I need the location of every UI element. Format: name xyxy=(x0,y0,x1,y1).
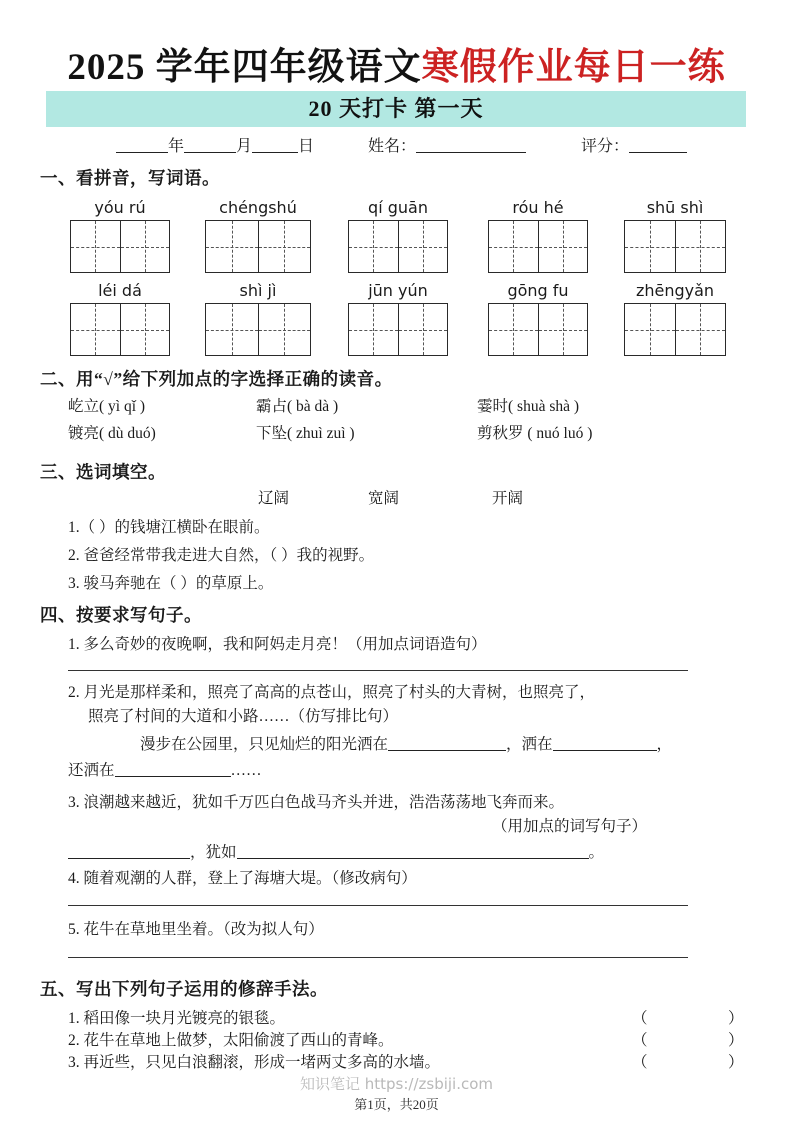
s4-q3-fill-end-text: 。 xyxy=(588,844,605,861)
s3-item-1[interactable]: 1.（ ）的钱塘江横卧在眼前。 xyxy=(68,519,270,536)
s5-answer-close-3[interactable]: ） xyxy=(728,1054,744,1071)
pinyin-1-4: róu hé xyxy=(512,198,564,217)
s4-q2-fill-row1 xyxy=(140,732,672,754)
s5-answer-open-3: （ xyxy=(632,1054,648,1071)
s2-item-2[interactable]: 霸占( bà dà ) xyxy=(256,398,339,415)
site-watermark: 知识笔记 https://zsbiji.com xyxy=(299,1075,494,1093)
s4-q3-blank-1[interactable] xyxy=(68,841,190,859)
score-input[interactable] xyxy=(629,135,687,153)
year-input[interactable] xyxy=(116,135,168,153)
s4-question-2-line2: 照亮了村间的大道和小路……（仿写排比句） xyxy=(88,708,399,725)
s4-q3-blank-2[interactable] xyxy=(237,841,589,859)
page-title xyxy=(0,36,793,90)
pinyin-2-5: zhēngyǎn xyxy=(635,281,715,300)
s5-item-3: 3. 再近些，只见白浪翻滚，形成一堵两丈多高的水墙。 xyxy=(68,1054,441,1071)
s4-q3-fill-row xyxy=(68,840,604,862)
s4-q2-fill-e-text: …… xyxy=(230,762,262,779)
s4-answer-line-4[interactable] xyxy=(68,905,688,906)
s4-question-1: 1. 多么奇妙的夜晚啊，我和阿妈走月亮！（用加点词语造句） xyxy=(68,636,487,653)
s4-question-3-hint: （用加点的词写句子） xyxy=(492,818,648,835)
day-banner xyxy=(46,91,746,127)
section-4-heading: 四、按要求写句子。 xyxy=(40,605,202,625)
tianzige-1-5[interactable] xyxy=(624,220,726,273)
s4-q2-blank-1[interactable] xyxy=(388,733,506,751)
pinyin-2-4: gōng fu xyxy=(507,281,569,300)
tianzige-2-1[interactable] xyxy=(70,303,170,356)
s4-question-5: 5. 花牛在草地里坐着。（改为拟人句） xyxy=(68,921,324,938)
name-input[interactable] xyxy=(416,135,526,153)
tianzige-2-4[interactable] xyxy=(488,303,588,356)
section-3-heading: 三、选词填空。 xyxy=(40,462,166,482)
s2-item-1[interactable]: 屹立( yì qǐ ) xyxy=(68,398,146,415)
tianzige-2-2[interactable] xyxy=(205,303,311,356)
day-label: 日 xyxy=(298,138,315,155)
pinyin-1-3: qí guān xyxy=(368,198,428,217)
word-bank-item-1: 辽阔 xyxy=(258,490,290,507)
s4-question-3-line1: 3. 浪潮越来越近，犹如千万匹白色战马齐头并进，浩浩荡荡地飞奔而来。 xyxy=(68,794,565,811)
s2-item-3[interactable]: 霎时( shuà shà ) xyxy=(477,398,580,415)
s5-item-2: 2. 花牛在草地上做梦，太阳偷渡了西山的青峰。 xyxy=(68,1032,394,1049)
tianzige-2-3[interactable] xyxy=(348,303,448,356)
s2-item-4[interactable]: 镀亮( dù duó) xyxy=(68,425,156,442)
s2-item-6[interactable]: 剪秋罗 ( nuó luó ) xyxy=(477,425,593,442)
s4-q2-fill-c-text: ， xyxy=(656,736,673,753)
name-label: 姓名： xyxy=(368,138,417,155)
tianzige-1-2[interactable] xyxy=(205,220,311,273)
pinyin-1-2: chéngshú xyxy=(219,198,297,217)
student-info-line xyxy=(46,133,746,157)
s5-answer-open-2: （ xyxy=(632,1032,648,1049)
pinyin-2-3: jūn yún xyxy=(368,281,428,300)
s4-q2-fill-a-text: 漫步在公园里，只见灿烂的阳光洒在 xyxy=(140,736,389,753)
s4-question-2-line1: 2. 月光是那样柔和，照亮了高高的点苍山，照亮了村头的大青树，也照亮了， xyxy=(68,684,596,701)
s4-answer-line-1[interactable] xyxy=(68,670,688,671)
s4-q2-fill-b-text: ，洒在 xyxy=(506,736,553,753)
page-title-black: 2025 学年四年级语文 xyxy=(67,47,422,88)
s3-item-2[interactable]: 2. 爸爸经常带我走进大自然，（ ）我的视野。 xyxy=(68,547,375,564)
tianzige-1-4[interactable] xyxy=(488,220,588,273)
section-1-heading: 一、看拼音，写词语。 xyxy=(40,168,220,188)
month-input[interactable] xyxy=(184,135,236,153)
s4-q2-fill-d-text: 还洒在 xyxy=(68,762,115,779)
section-5-heading: 五、写出下列句子运用的修辞手法。 xyxy=(40,979,328,999)
s2-item-5[interactable]: 下坠( zhuì zuì ) xyxy=(256,425,355,442)
s4-question-4: 4. 随着观潮的人群，登上了海塘大堤。（修改病句） xyxy=(68,870,417,887)
pinyin-2-1: léi dá xyxy=(98,281,142,300)
s4-answer-line-5[interactable] xyxy=(68,957,688,958)
s5-answer-close-1[interactable]: ） xyxy=(728,1010,744,1027)
tianzige-2-5[interactable] xyxy=(624,303,726,356)
month-label: 月 xyxy=(236,138,253,155)
s5-item-1: 1. 稻田像一块月光镀亮的银毯。 xyxy=(68,1010,286,1027)
pinyin-1-5: shū shì xyxy=(646,198,704,217)
s4-q2-blank-2[interactable] xyxy=(553,733,657,751)
word-bank-item-3: 开阔 xyxy=(492,490,524,507)
score-label: 评分： xyxy=(581,138,630,155)
tianzige-1-1[interactable] xyxy=(70,220,170,273)
s5-answer-close-2[interactable]: ） xyxy=(728,1032,744,1049)
s5-answer-open-1: （ xyxy=(632,1010,648,1027)
s4-q3-fill-mid-text: ，犹如 xyxy=(190,844,237,861)
word-bank-item-2: 宽阔 xyxy=(368,490,400,507)
s4-q2-fill-row2 xyxy=(68,758,262,780)
day-input[interactable] xyxy=(252,135,298,153)
pinyin-2-2: shì jì xyxy=(239,281,277,300)
year-label: 年 xyxy=(168,138,185,155)
pinyin-1-1: yóu rú xyxy=(94,198,146,217)
s4-q2-blank-3[interactable] xyxy=(115,759,231,777)
tianzige-1-3[interactable] xyxy=(348,220,448,273)
page-number: 第1页，共20页 xyxy=(354,1097,439,1112)
s3-item-3[interactable]: 3. 骏马奔驰在（ ）的草原上。 xyxy=(68,575,274,592)
section-2-heading: 二、用“√”给下列加点的字选择正确的读音。 xyxy=(40,369,393,389)
day-banner-label: 20 天打卡 第一天 xyxy=(308,96,484,121)
page-title-red: 寒假作业每日一练 xyxy=(421,47,726,88)
